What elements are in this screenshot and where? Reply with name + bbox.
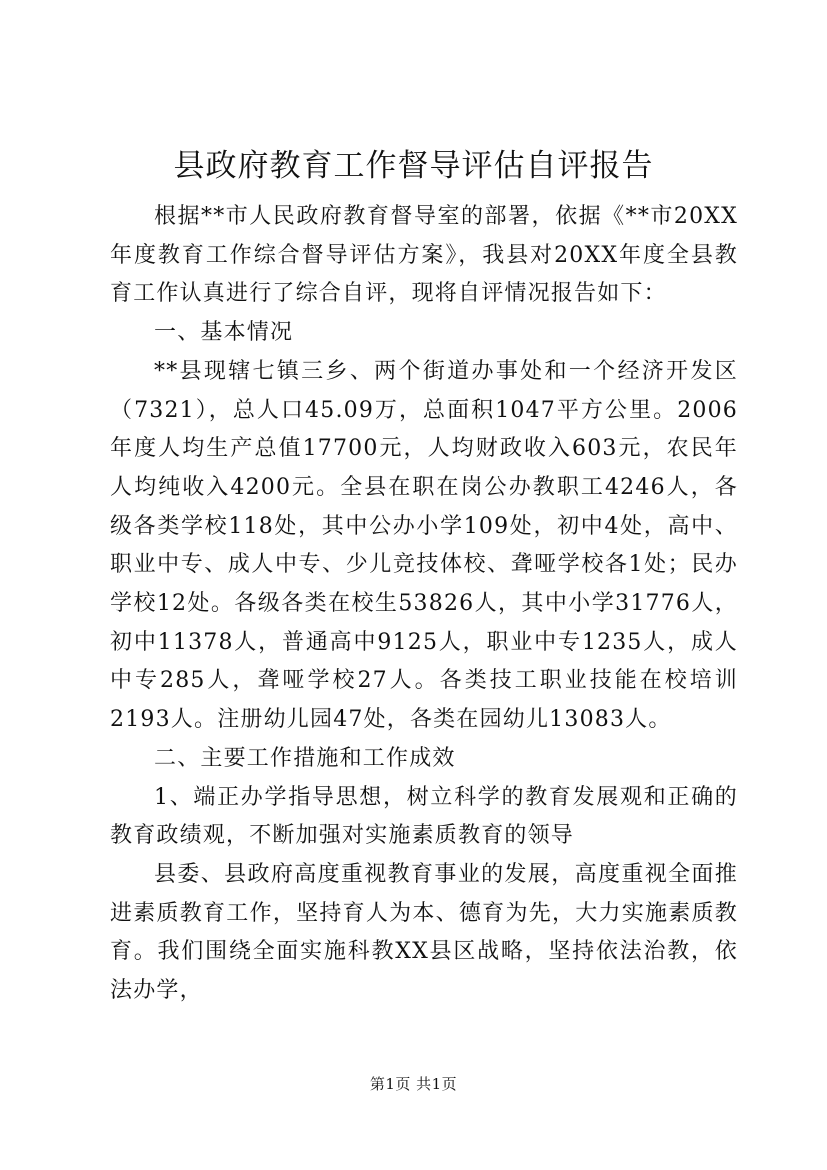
page-footer: 第1页 共1页 <box>369 1075 458 1093</box>
subsection-heading-1: 1、端正办学指导思想，树立科学的教育发展观和正确的教育政绩观，不断加强对实施素质教育的领导 <box>110 784 738 849</box>
document-body <box>110 198 738 1011</box>
section-heading-basic-situation: 一、基本情况 <box>154 320 294 346</box>
document-title: 县政府教育工作督导评估自评报告 <box>173 148 654 184</box>
section-heading-main-measures: 二、主要工作措施和工作成效 <box>154 745 456 771</box>
intro-paragraph: 根据**市人民政府教育督导室的部署，依据《**市20XX年度教育工作综合督导评估方案》，我县对20XX年度全县教育工作认真进行了综合自评，现将自评情况报告如下： <box>110 204 738 307</box>
measures-paragraph: 县委、县政府高度重视教育事业的发展，高度重视全面推进素质教育工作，坚持育人为本、德育为先，大力实施素质教育。我们围绕全面实施科教XX县区战略，坚持依法治教，依法办学， <box>110 861 738 1004</box>
basic-situation-paragraph: **县现辖七镇三乡、两个街道办事处和一个经济开发区（7321），总人口45.09万，总面积1047平方公里。2006年度人均生产总值17700元，人均财政收入603元，农民年人均纯收入4200元。全县在职在岗公办教职工4246人，各级各类学校118处，其中公办小学109处，初中4处，高中、职业中专、成人中专、少儿竞技体校、聋哑学校各1处；民办学校12处。各级各类在校生53826人，其中小学31776人，初中11378人，普通高中9125人，职业中专1235人，成人中专285人，聋哑学校27人。各类技工职业技能在校培训2193人。注册幼儿园47处，各类在园幼儿13083人。 <box>110 358 738 733</box>
